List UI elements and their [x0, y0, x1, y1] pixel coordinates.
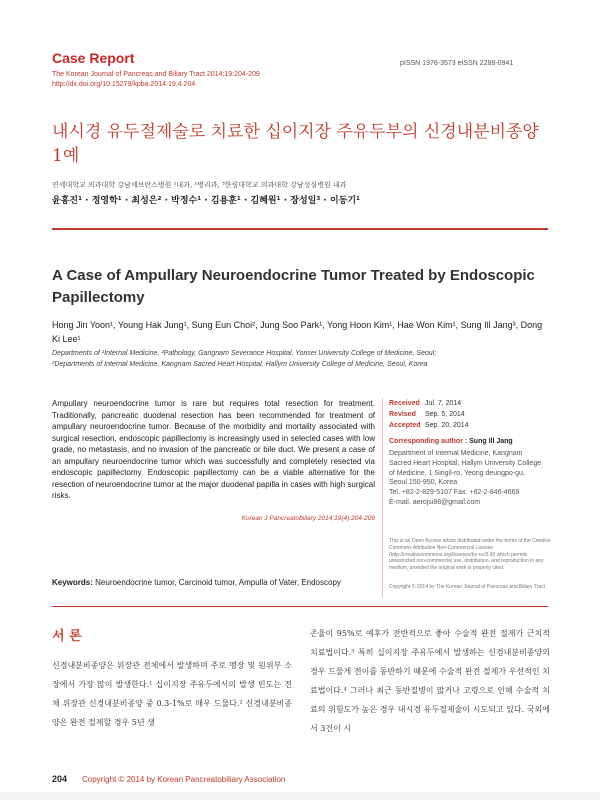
title-divider: [52, 228, 548, 230]
english-affiliation-line-2: ³Departments of Internal Medicine, Kangnam Sacred Heart Hospital, Hallym University College of Medicine, Seoul, Korea: [52, 361, 428, 368]
footer-copyright: Copyright © 2014 by Korean Pancreatobiliary Association: [82, 775, 286, 784]
date-accepted: Accepted Sep. 20, 2014: [389, 422, 469, 429]
date-received: Received Jul. 7, 2014: [389, 400, 462, 407]
corresponding-author-name: Sung Ill Jang: [469, 438, 513, 445]
korean-authors: 윤홍진¹ · 정영학¹ · 최성은² · 박정수¹ · 김용훈¹ · 김혜원¹ · 장성일³ · 이동기¹: [52, 196, 360, 206]
english-affiliation-line-1: Departments of ¹Internal Medicine, ²Pathology, Gangnam Severance Hospital, Yonsei University College of Medicine, Seoul;: [52, 350, 437, 357]
english-affiliation: [52, 348, 552, 370]
journal-citation: The Korean Journal of Pancreas and Biliary Tract 2014;19:204-209: [52, 71, 260, 78]
english-title: A Case of Ampullary Neuroendocrine Tumor Treated by Endoscopic Papillectomy: [52, 267, 535, 306]
keywords-text: Neuroendocrine tumor, Carcinoid tumor, Ampulla of Vater, Endoscopy: [95, 578, 341, 587]
journal-copyright: Copyright © 2014 by The Korean Journal of Pancreas and Biliary Tract: [389, 584, 546, 590]
corresponding-author-heading: Corresponding author : Sung Ill Jang: [389, 438, 513, 445]
article-dates: [389, 398, 469, 431]
sidebar-rule: [382, 398, 383, 598]
keywords: [52, 578, 382, 587]
english-authors: Hong Jin Yoon¹, Young Hak Jung¹, Sung Eun Choi², Jung Soo Park¹, Yong Hoon Kim¹, Hae Won Kim¹, Sung Ill Jang³, Dong Ki Lee¹: [52, 320, 543, 344]
korean-affiliation: 연세대학교 의과대학 강남세브란스병원 ¹내과, ²병리과, ³한림대학교 의과대학 강남성심병원 내과: [52, 181, 347, 189]
corresponding-author-address: Department of Internal Medicine, Kangnam Sacred Heart Hospital, Hallym University College of Medicine, 1 Singil-ro, Yeong deungpo-gu, Seoul 150-950, Korea Tel. +82-2-829-5107 Fax. +82-2-846-4669 E-mail. aerojsi88@gmail.com: [389, 449, 554, 508]
body-column-1: 신경내분비종양은 위장관 전체에서 발생하며 주로 맹장 및 원위부 소장에서 가장 많이 발생한다.¹ 십이지장 주유두에서의 발생 빈도는 전체 위장관 신경내분비종양 중 0.3-1%로 매우 드물다.² 신경내분비종양은 완전 절제할 경우 5년 생: [52, 661, 292, 727]
section-divider: [52, 606, 548, 607]
footer-bar: [0, 792, 600, 800]
doi-link[interactable]: http://dx.doi.org/10.15279/kpba.2014.19.4.204: [52, 81, 196, 88]
keywords-label: Keywords:: [52, 578, 93, 587]
page-number: 204: [52, 774, 68, 784]
article-type-label: Case Report: [52, 50, 135, 66]
body-column-2: 존율이 95%로 예후가 전반적으로 좋아 수술적 완전 절제가 근치적 치료법이다.³ 특히 십이지장 주유두에서 발생하는 신경내분비종양의 경우 드물게 전이를 동반하기 때문에 수술적 완전 절제가 우선적인 치료법이다.⁴ 그러나 최근 동반질병이 많거나 고령으로 인해 수술적 치료의 위험도가 높은 경우 내시경 유두절제술이 시도되고 있다. 국외에서 3건이 시: [310, 629, 550, 733]
abstract-text: Ampullary neuroendocrine tumor is rare but requires total resection for treatment. Traditionally, pancreatic duodenal resection has been recommended for treatment of ampullary neuroendocrine tumor. Because of the morbidity and mortality associated with surgical resection, endoscopic papillectomy is increasingly used in selected cases with low grade, no metastasis, and no invasion of the pancreatic or bile duct. We present a case of an ampullary neuroendocrine tumor which was successfully and completely resected via endoscopic papillectomy. Endoscopic papillectomy can be a viable alternative for the resection of neuroendocrine tumor at the major duodenal papilla in cases with high surgical risks.: [52, 399, 375, 500]
section-title-introduction: 서 론: [52, 629, 82, 644]
corresponding-email[interactable]: E-mail. aerojsi88@gmail.com: [389, 498, 481, 506]
issn: pISSN 1976-3573 eISSN 2288-0941: [400, 60, 514, 67]
license-text: This is an Open Access article distributed under the terms of the Creative Commons Attribution Non-Commercial License (http://creativecommons.org/licenses/by-nc/3.0/) which permits unrestricted non-commercial use, distribution, and reproduction in any medium, provided the original work is properly cited.: [389, 538, 551, 572]
korean-title: 내시경 유두절제술로 치료한 십이지장 주유두부의 신경내분비종양 1예: [52, 122, 539, 166]
abstract-citation: Korean J Pancreatobiliary 2014;19(4):204-209: [241, 515, 375, 522]
date-revised: Revised Sep. 5, 2014: [389, 411, 465, 418]
